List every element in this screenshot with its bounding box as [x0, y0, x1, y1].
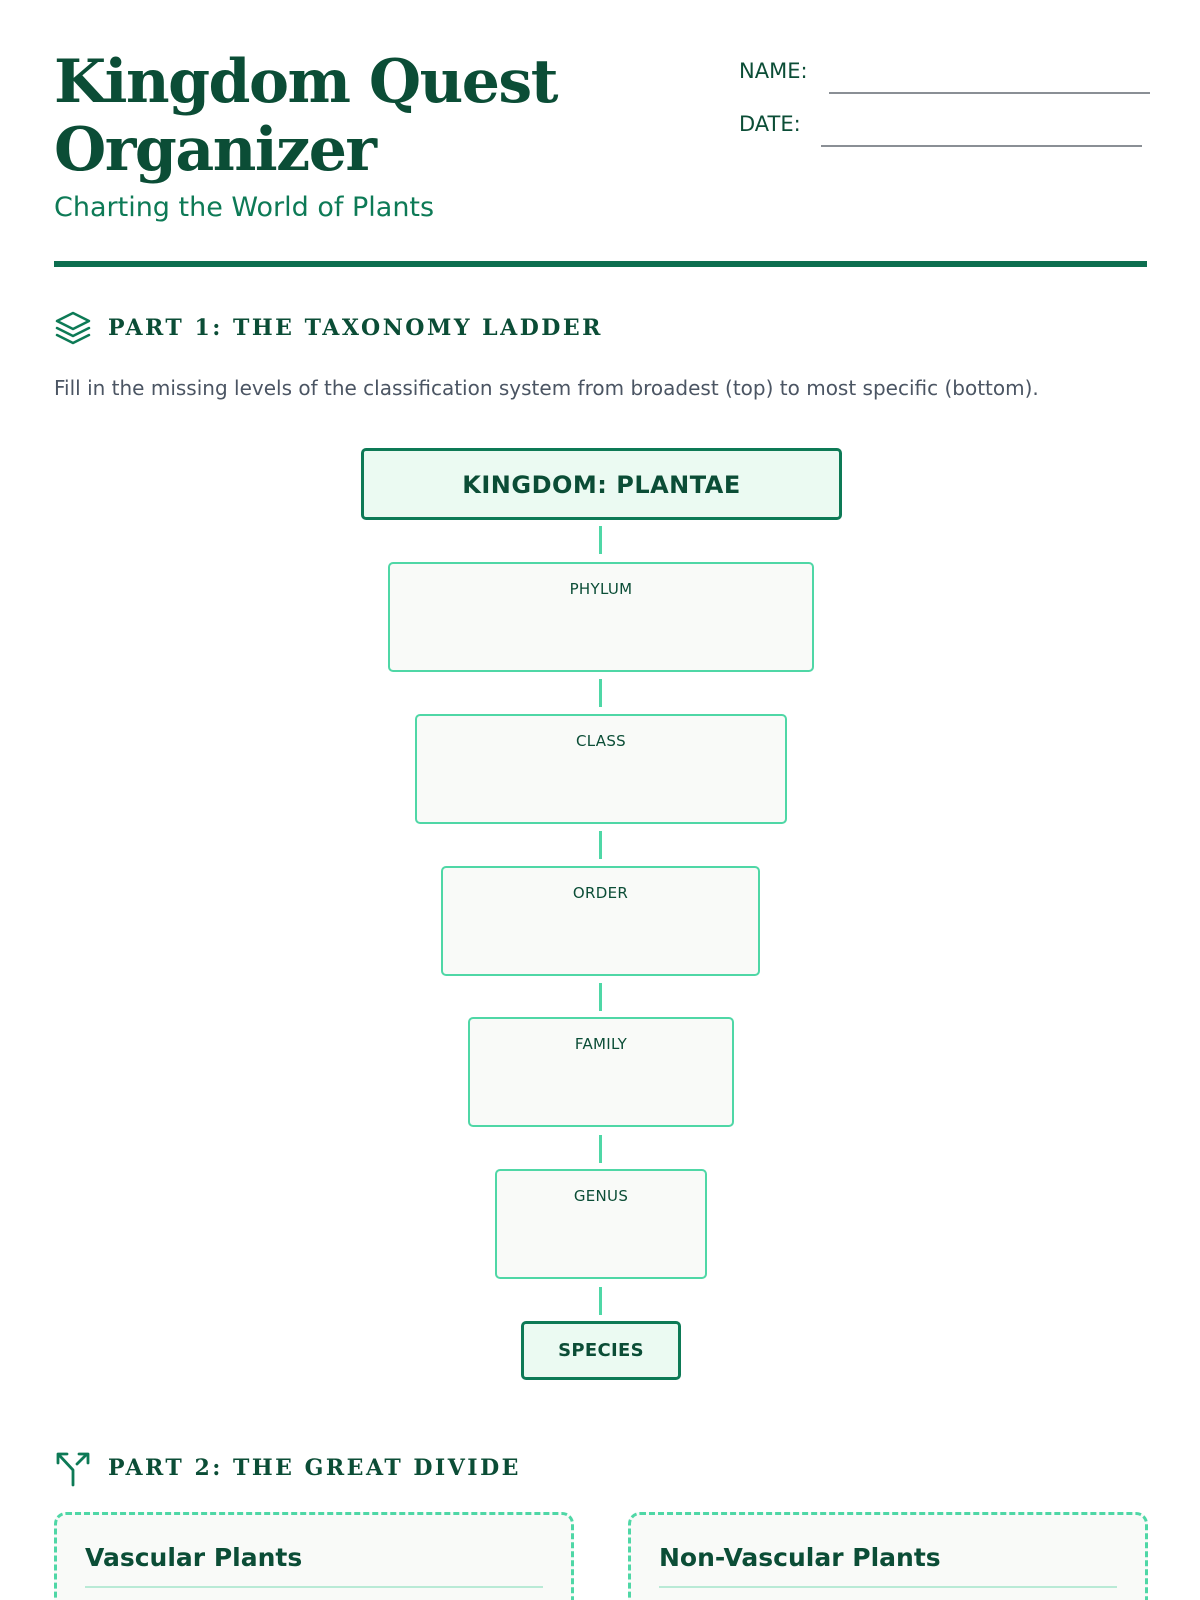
- page-title: [54, 48, 557, 184]
- vascular-plants-title: Vascular Plants: [85, 1543, 303, 1572]
- level-family-box[interactable]: [468, 1017, 734, 1127]
- level-order-label: ORDER: [572, 884, 629, 902]
- connector: [599, 983, 602, 1011]
- part2-title: PART 2: THE GREAT DIVIDE: [108, 1455, 521, 1481]
- card-rule: [85, 1586, 543, 1588]
- level-order-box[interactable]: [441, 866, 760, 976]
- level-species-box: [521, 1321, 681, 1380]
- part1-heading: [54, 308, 603, 348]
- level-class-box[interactable]: [415, 714, 787, 824]
- title-line-1: Kingdom Quest: [54, 47, 557, 117]
- page-subtitle: Charting the World of Plants: [54, 192, 435, 223]
- split-arrows-icon: [54, 1449, 92, 1487]
- connector: [599, 679, 602, 707]
- header-divider: [54, 261, 1147, 267]
- name-label: NAME:: [739, 59, 808, 83]
- level-phylum-box[interactable]: [388, 562, 814, 672]
- non-vascular-plants-title: Non-Vascular Plants: [659, 1543, 941, 1572]
- connector: [599, 526, 602, 554]
- layers-icon: [54, 309, 92, 347]
- connector: [599, 831, 602, 859]
- connector: [599, 1287, 602, 1315]
- level-genus-box[interactable]: [495, 1169, 707, 1279]
- level-family-label: FAMILY: [574, 1035, 628, 1053]
- part1-instructions: Fill in the missing levels of the classification system from broadest (top) to most specific (bottom).: [54, 376, 1039, 400]
- date-label: DATE:: [739, 112, 801, 136]
- date-input-line[interactable]: [821, 145, 1142, 147]
- level-species-label: SPECIES: [558, 1340, 644, 1361]
- level-kingdom-box: [361, 448, 842, 520]
- name-input-line[interactable]: [829, 92, 1150, 94]
- connector: [599, 1135, 602, 1163]
- part2-heading: [54, 1448, 521, 1488]
- level-phylum-label: PHYLUM: [569, 580, 633, 598]
- title-line-2: Organizer: [54, 115, 376, 185]
- vascular-plants-card[interactable]: [54, 1512, 574, 1600]
- level-class-label: CLASS: [576, 732, 626, 750]
- part1-title: PART 1: THE TAXONOMY LADDER: [108, 315, 603, 341]
- level-genus-label: GENUS: [573, 1187, 629, 1205]
- level-kingdom-label: KINGDOM: PLANTAE: [462, 471, 741, 499]
- card-rule: [659, 1586, 1117, 1588]
- non-vascular-plants-card[interactable]: [628, 1512, 1148, 1600]
